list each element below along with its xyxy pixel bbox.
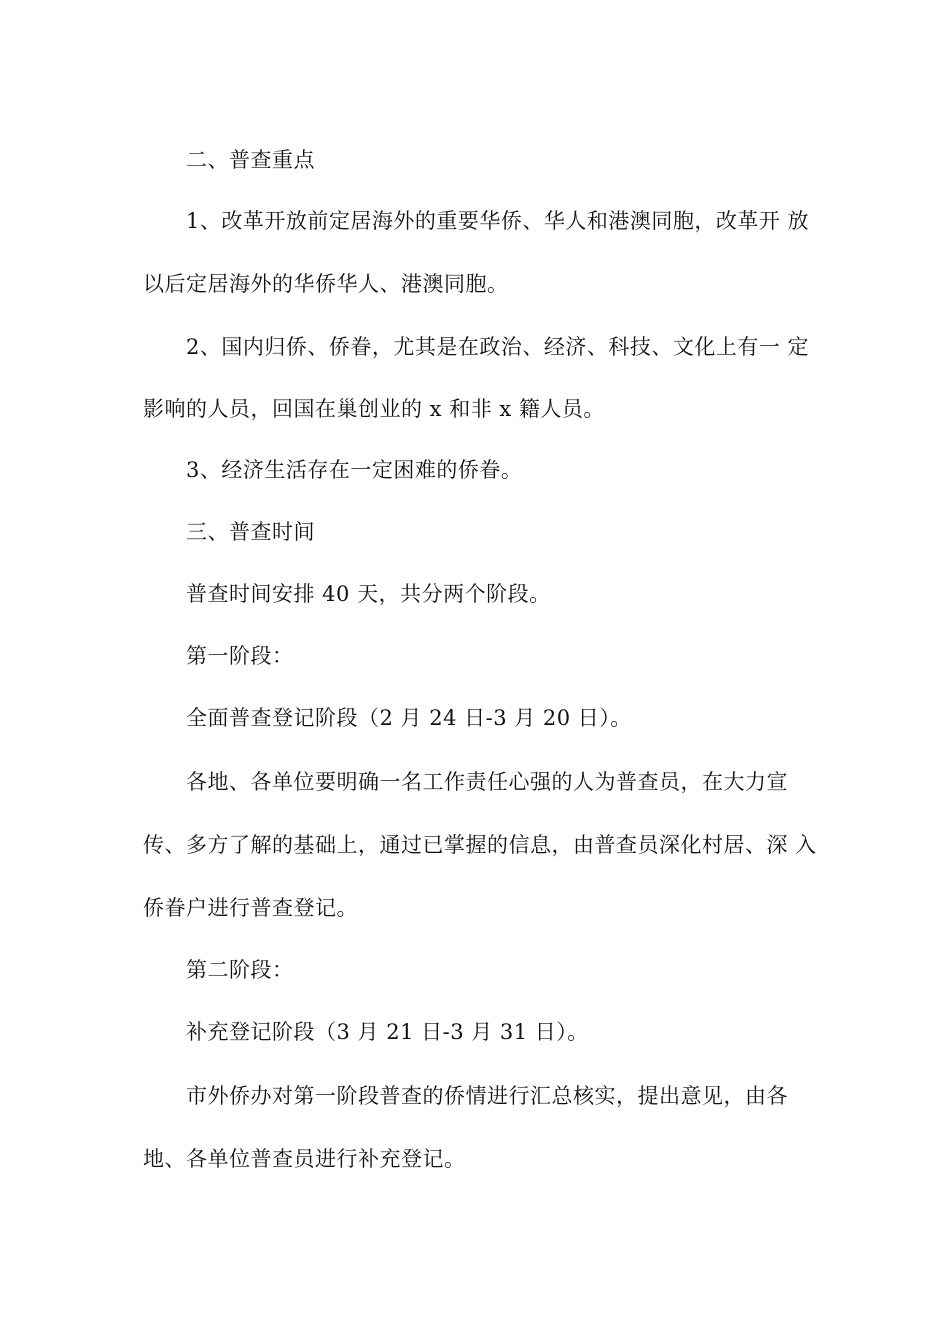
stage-1-title: 全面普查登记阶段（2 月 24 日-3 月 20 日）。 [186, 706, 632, 730]
item-2-line-1: 2、国内归侨、侨眷，尤其是在政治、经济、科技、文化上有一 定 [186, 335, 810, 359]
stage-1-body-line-1: 各地、各单位要明确一名工作责任心强的人为普查员，在大力宣 [186, 770, 788, 794]
stage-2-label: 第二阶段： [186, 958, 294, 982]
stage-1-body-line-3: 侨眷户进行普查登记。 [143, 896, 358, 920]
heading-survey-focus: 二、普查重点 [186, 148, 315, 172]
stage-2-body-line-2: 地、各单位普查员进行补充登记。 [143, 1147, 466, 1171]
item-2-line-2: 影响的人员，回国在巢创业的 x 和非 x 籍人员。 [143, 397, 605, 421]
stage-1-label: 第一阶段： [186, 644, 294, 668]
stage-2-title: 补充登记阶段（3 月 21 日-3 月 31 日）。 [186, 1020, 589, 1044]
item-1-line-1: 1、改革开放前定居海外的重要华侨、华人和港澳同胞，改革开 放 [186, 209, 810, 233]
heading-survey-time: 三、普查时间 [186, 520, 315, 544]
stage-1-body-line-2: 传、多方了解的基础上，通过已掌握的信息，由普查员深化村居、深 入 [143, 833, 817, 857]
item-3: 3、经济生活存在一定困难的侨眷。 [186, 458, 523, 482]
time-summary: 普查时间安排 40 天，共分两个阶段。 [186, 582, 551, 606]
stage-2-body-line-1: 市外侨办对第一阶段普查的侨情进行汇总核实，提出意见，由各 [186, 1084, 788, 1108]
item-1-line-2: 以后定居海外的华侨华人、港澳同胞。 [143, 272, 509, 296]
